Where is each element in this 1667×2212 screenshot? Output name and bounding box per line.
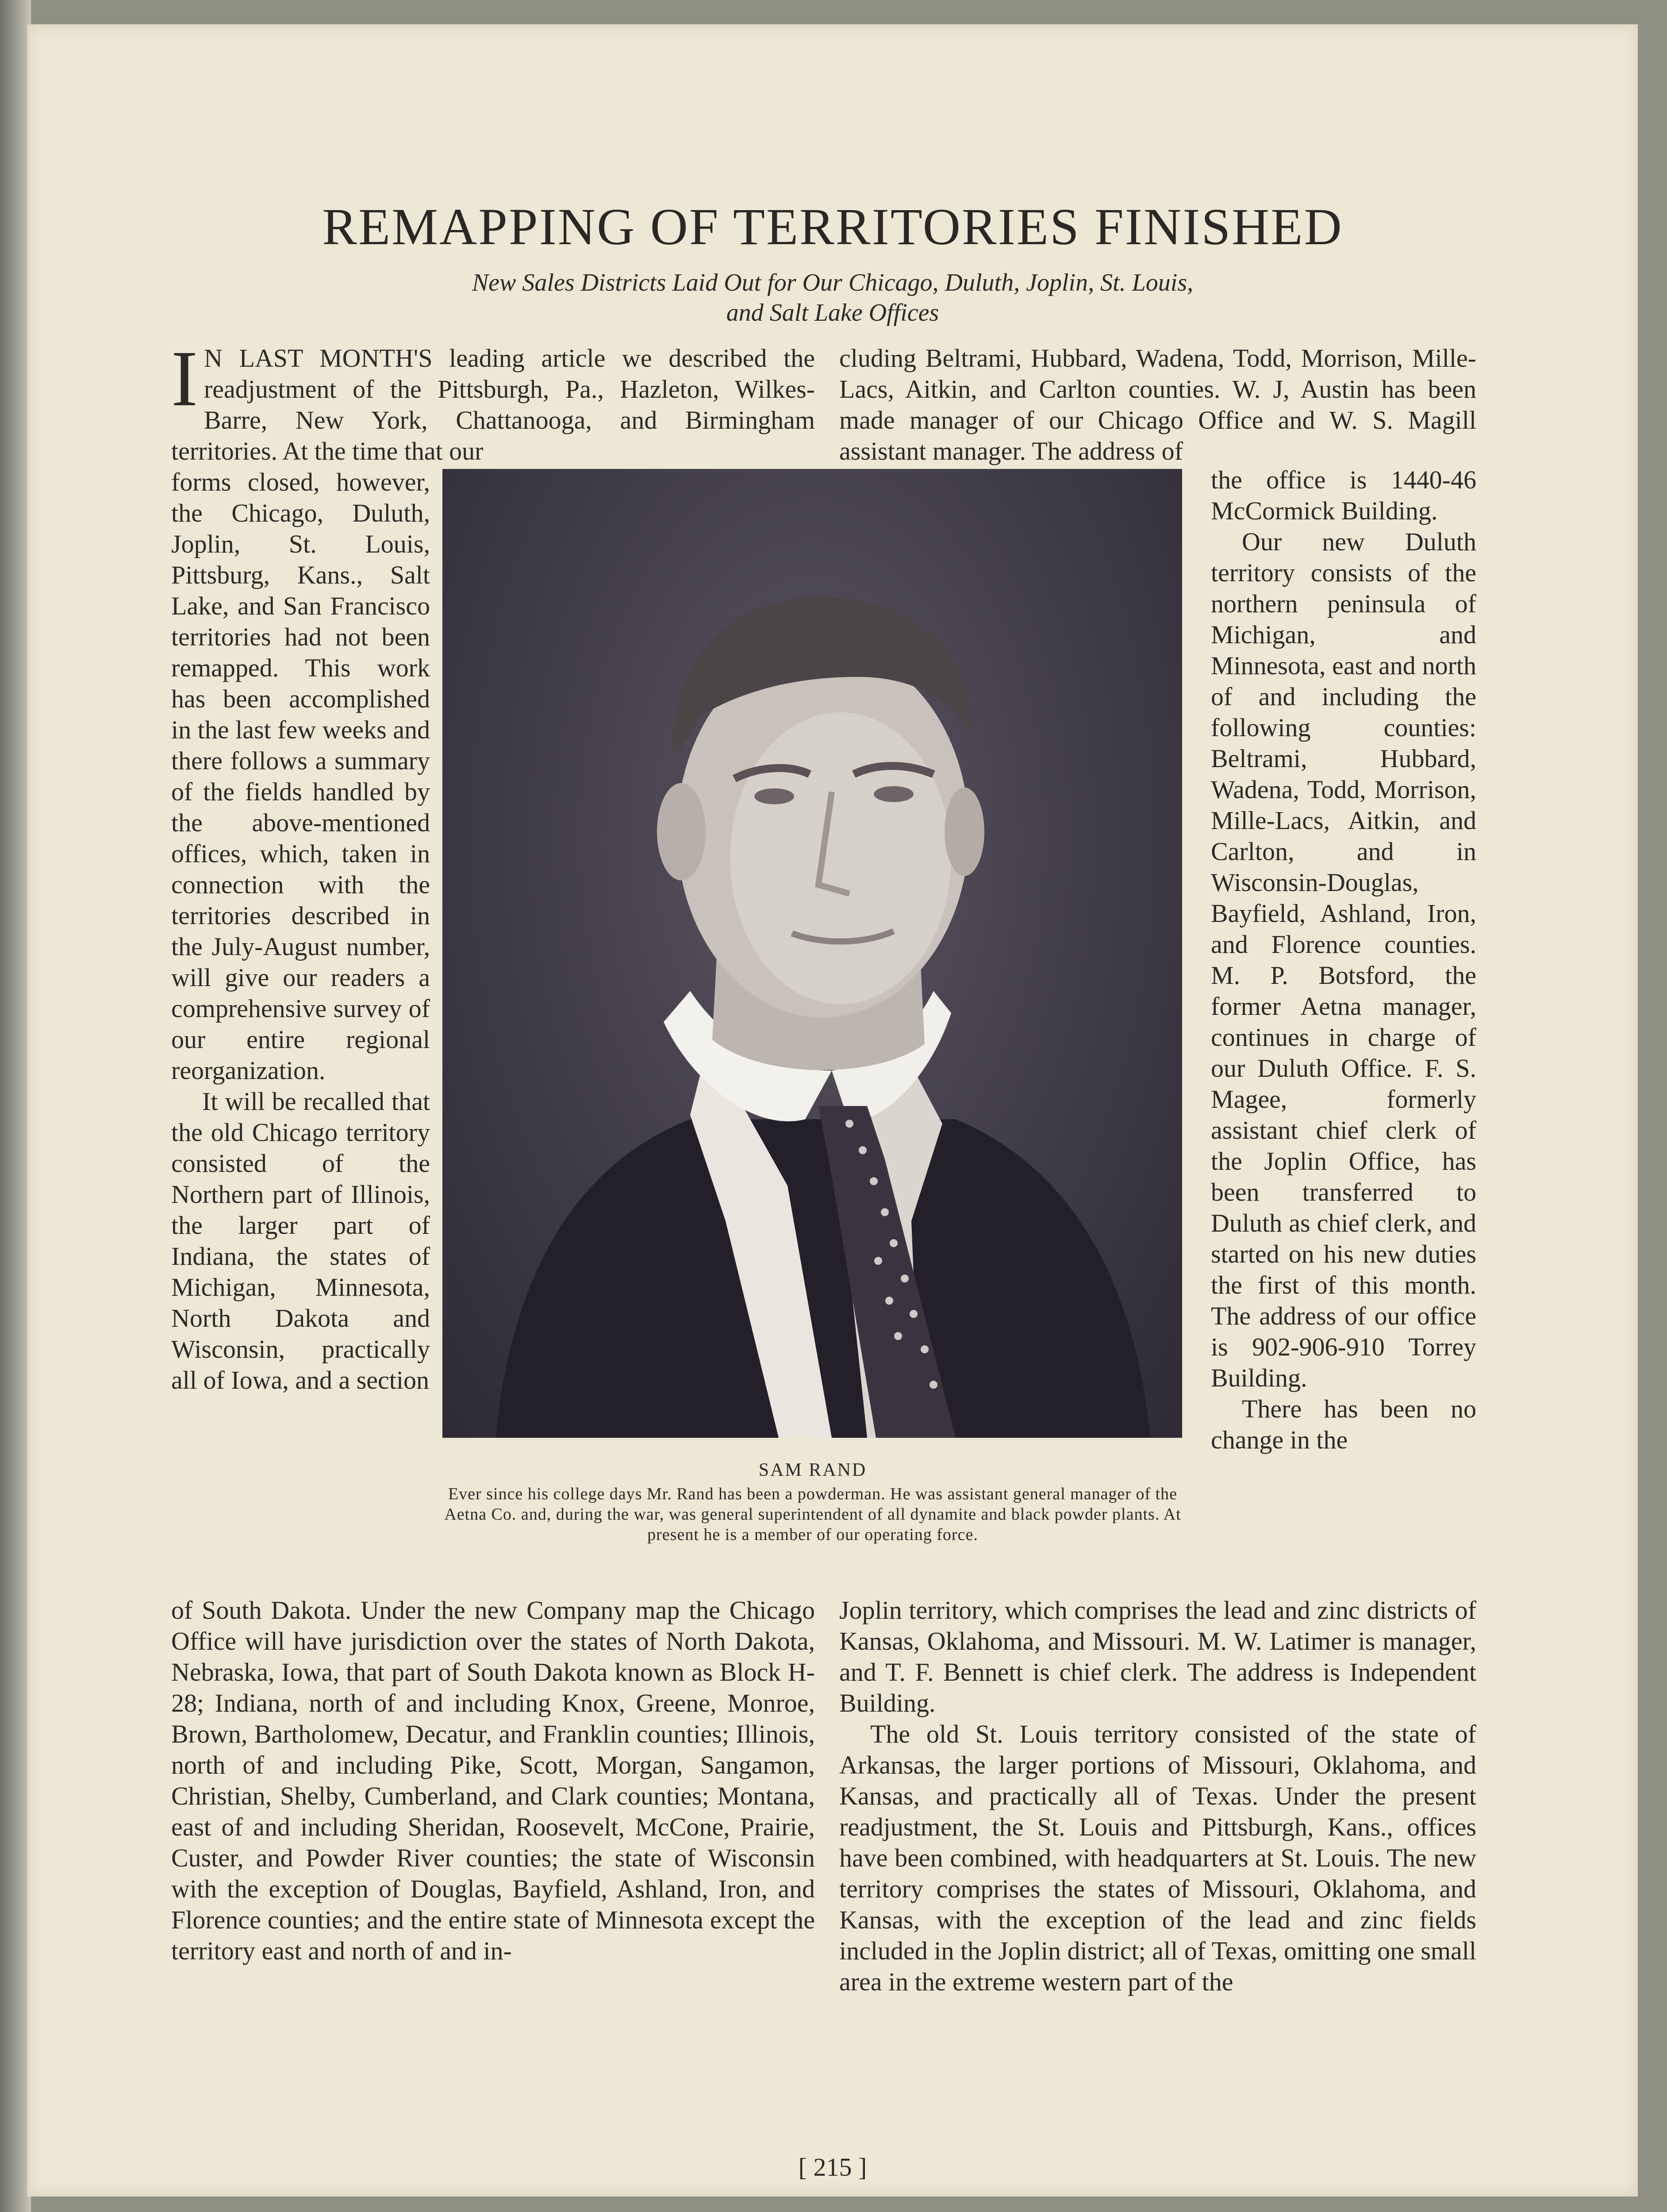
column-left-top [171,334,815,467]
paragraph-4-bottom: Joplin territory, which comprises the lead and zinc districts of Kansas, Oklahoma, and Missouri. M. W. Latimer is manager, and T. F. Bennett is chief clerk. The address is Independent Building. [839,1596,1476,1717]
column-right-narrow [1211,465,1476,1455]
column-left-bottom [171,1595,815,1966]
paragraph-1-top: N LAST MONTH'S leading article we described the readjustment of the Pittsburgh, Pa., Hazleton, Wilkes-Barre, New York, Chattanooga, and Birmingham territories. At the time that our [171,344,815,465]
portrait-illustration [442,469,1182,1438]
subheadline-line-2: and Salt Lake Offices [726,299,939,326]
caption-name: SAM RAND [758,1460,867,1480]
paragraph-4-right: There has been no change in the [1211,1394,1476,1454]
drop-cap: I [171,334,198,422]
binding-edge [0,0,31,2212]
column-left-narrow [171,467,430,1396]
page-number: [ 215 ] [798,2153,867,2181]
paragraph-2-right-narrow: the office is 1440-46 McCormick Building. [1211,465,1476,525]
photo-caption [443,1460,1182,1545]
paragraph-3-right: Our new Duluth territory consists of the northern peninsula of Michigan, and Minnesota, east and north of and including the following counties: Beltrami, Hubbard, Wadena, Todd, Morrison, Mille-Lacs, Aitkin, and Carlton, and in Wisconsin-Douglas, Bayfield, Ashland, Iron, and Florence counties. M. P. Botsford, the former Aetna manager, continues in charge of our Duluth Office. F. S. Magee, formerly assistant chief clerk of the Joplin Office, has been transferred to Duluth as chief clerk, and started on his new duties the first of this month. The address of our office is 902-906-910 Torrey Building. [1211,527,1476,1392]
column-right-top [839,343,1476,467]
paragraph-2-bottom: of South Dakota. Under the new Company map the Chicago Office will have jurisdiction over the states of North Dakota, Nebraska, Iowa, that part of South Dakota known as Block H-28; Indiana, north of and including Knox, Greene, Monroe, Brown, Bartholomew, Decatur, and Franklin counties; Illinois, north of and including Pike, Scott, Morgan, Sangamon, Christian, Shelby, Cumberland, and Clark counties; Montana, east of and including Sheridan, Roosevelt, McCone, Prairie, Custer, and Powder River counties; the state of Wisconsin with the exception of Douglas, Bayfield, Ashland, Iron, and Florence counties; and the entire state of Minnesota except the territory east and north of and in- [171,1596,815,1965]
paragraph-2-narrow: It will be recalled that the old Chicago territory consisted of the Northern part of Illinois, the larger part of Indiana, the states of Michigan, Minnesota, North Dakota and Wisconsin, practically all of Iowa, and a section [171,1087,430,1394]
paragraph-1-narrow: forms closed, however, the Chicago, Duluth, Joplin, St. Louis, Pittsburg, Kans., Salt Lake, and San Francisco territories had not been remapped. This work has been accomplished in the last few weeks and there follows a summary of the fields handled by the above-mentioned offices, which, taken in connection with the territories described in the July-August number, will give our readers a comprehensive survey of our entire regional reorganization. [171,468,430,1085]
caption-text: Ever since his college days Mr. Rand has been a powderman. He was assistant general manager of the Aetna Co. and, during the war, was general superintendent of all dynamite and black powder plants. At present he is a member of our operating force. [444,1485,1181,1544]
article-subheadline [27,268,1638,328]
portrait-photo [442,469,1182,1438]
column-right-bottom [839,1595,1476,1997]
paragraph-5-bottom: The old St. Louis territory consisted of the state of Arkansas, the larger portions of Missouri, Oklahoma, and Kansas, and practically all of Texas. Under the present readjustment, the St. Louis and Pittsburgh, Kans., offices have been combined, with headquarters at St. Louis. The new territory comprises the states of Missouri, Oklahoma, and Kansas, with the exception of the lead and zinc fields included in the Joplin district; all of Texas, omitting one small area in the extreme western part of the [839,1720,1476,1996]
article-headline: REMAPPING OF TERRITORIES FINISHED [322,198,1343,256]
subheadline-line-1: New Sales Districts Laid Out for Our Chicago, Duluth, Joplin, St. Louis, [472,269,1194,296]
paragraph-2-right-top: cluding Beltrami, Hubbard, Wadena, Todd, Morrison, Mille-Lacs, Aitkin, and Carlton counties. W. J, Austin has been made manager of our Chicago Office and W. S. Magill assistant manager. The address of [839,344,1476,465]
magazine-page [27,24,1638,2197]
